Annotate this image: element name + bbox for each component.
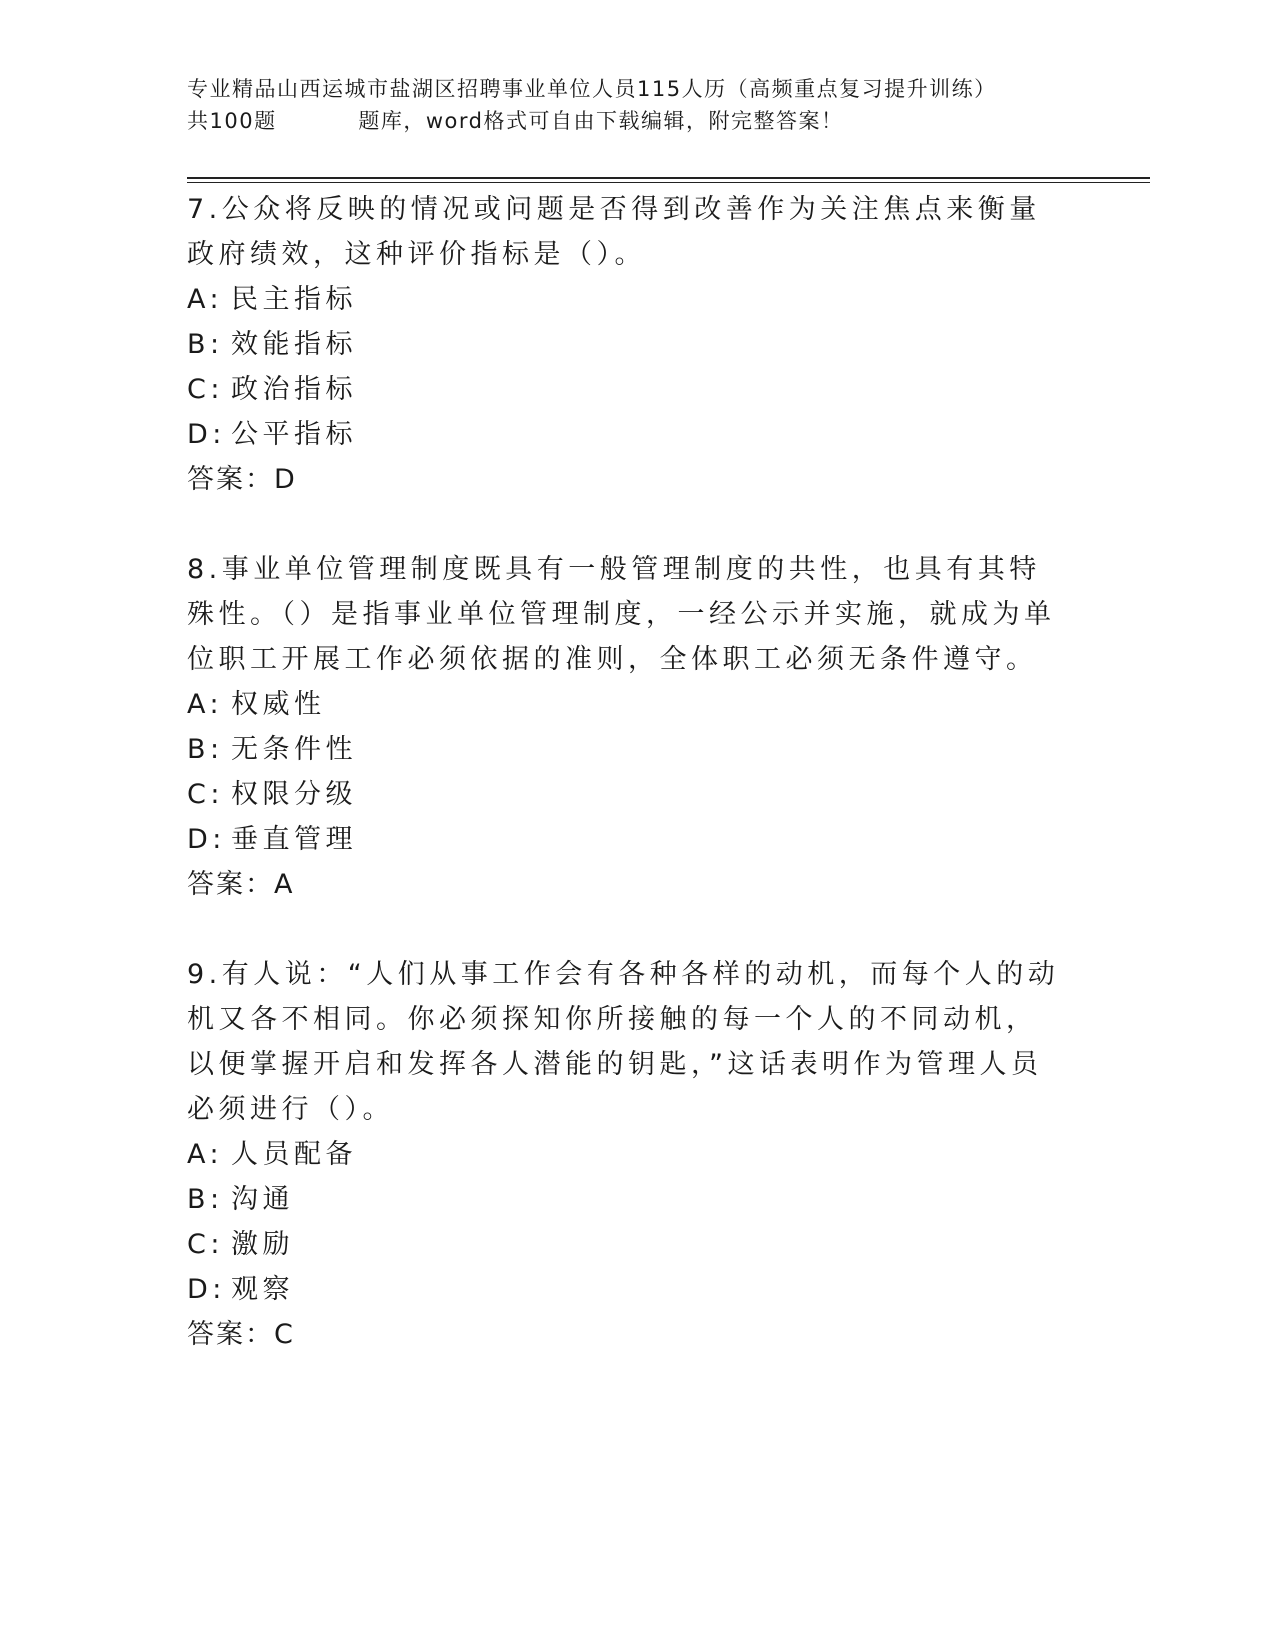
option-text: 政治指标 xyxy=(231,374,357,405)
question-text: 9.有人说：“人们从事工作会有各种各样的动机，而每个人的动机又各不相同。你必须探知你所接触的每一个人的不同动机，以便掌握开启和发挥各人潜能的钥匙，”这话表明作为管理人员必须进行（）。 xyxy=(187,959,1060,1125)
option-text: 公平指标 xyxy=(231,419,357,450)
option-letter: D: xyxy=(187,419,226,450)
option-text: 人员配备 xyxy=(231,1139,357,1170)
header-divider-thin xyxy=(187,182,1150,183)
option-letter: C: xyxy=(187,1229,224,1260)
question-9 xyxy=(187,952,1067,1357)
question-7 xyxy=(187,187,1067,502)
option-letter: D: xyxy=(187,824,226,855)
option-b xyxy=(187,1177,1067,1222)
option-letter: C: xyxy=(187,779,224,810)
header-divider-thick xyxy=(187,177,1150,179)
option-letter: B: xyxy=(187,734,224,765)
question-text: 8.事业单位管理制度既具有一般管理制度的共性，也具有其特殊性。（）是指事业单位管理制度，一经公示并实施，就成为单位职工开展工作必须依据的准则，全体职工必须无条件遵守。 xyxy=(187,554,1056,675)
option-text: 垂直管理 xyxy=(231,824,357,855)
option-c xyxy=(187,772,1067,817)
answer-line: 答案：D xyxy=(187,464,297,495)
option-letter: A: xyxy=(187,689,224,720)
option-letter: A: xyxy=(187,284,224,315)
header-title-line2: 共100题 题库，word格式可自由下载编辑，附完整答案！ xyxy=(187,109,844,133)
option-b xyxy=(187,727,1067,772)
header-title-line1: 专业精品山西运城市盐湖区招聘事业单位人员115人历（高频重点复习提升训练） xyxy=(187,77,997,101)
spacer xyxy=(187,502,1067,547)
answer-line: 答案：A xyxy=(187,869,295,900)
option-text: 沟通 xyxy=(231,1184,294,1215)
option-letter: C: xyxy=(187,374,224,405)
option-text: 权威性 xyxy=(231,689,326,720)
option-text: 民主指标 xyxy=(231,284,357,315)
question-list xyxy=(187,187,1067,1357)
option-text: 效能指标 xyxy=(231,329,357,360)
option-text: 观察 xyxy=(231,1274,294,1305)
option-letter: D: xyxy=(187,1274,226,1305)
question-8 xyxy=(187,547,1067,907)
option-c xyxy=(187,367,1067,412)
option-a xyxy=(187,1132,1067,1177)
option-text: 激励 xyxy=(231,1229,294,1260)
option-a xyxy=(187,682,1067,727)
answer-line: 答案：C xyxy=(187,1319,295,1350)
option-letter: B: xyxy=(187,329,224,360)
option-text: 权限分级 xyxy=(231,779,357,810)
option-d xyxy=(187,1267,1067,1312)
question-text: 7.公众将反映的情况或问题是否得到改善作为关注焦点来衡量政府绩效，这种评价指标是（）。 xyxy=(187,194,1041,270)
option-text: 无条件性 xyxy=(231,734,357,765)
document-header xyxy=(187,73,1087,137)
option-a xyxy=(187,277,1067,322)
spacer xyxy=(187,907,1067,952)
option-d xyxy=(187,412,1067,457)
option-b xyxy=(187,322,1067,367)
option-letter: B: xyxy=(187,1184,224,1215)
option-d xyxy=(187,817,1067,862)
option-letter: A: xyxy=(187,1139,224,1170)
option-c xyxy=(187,1222,1067,1267)
